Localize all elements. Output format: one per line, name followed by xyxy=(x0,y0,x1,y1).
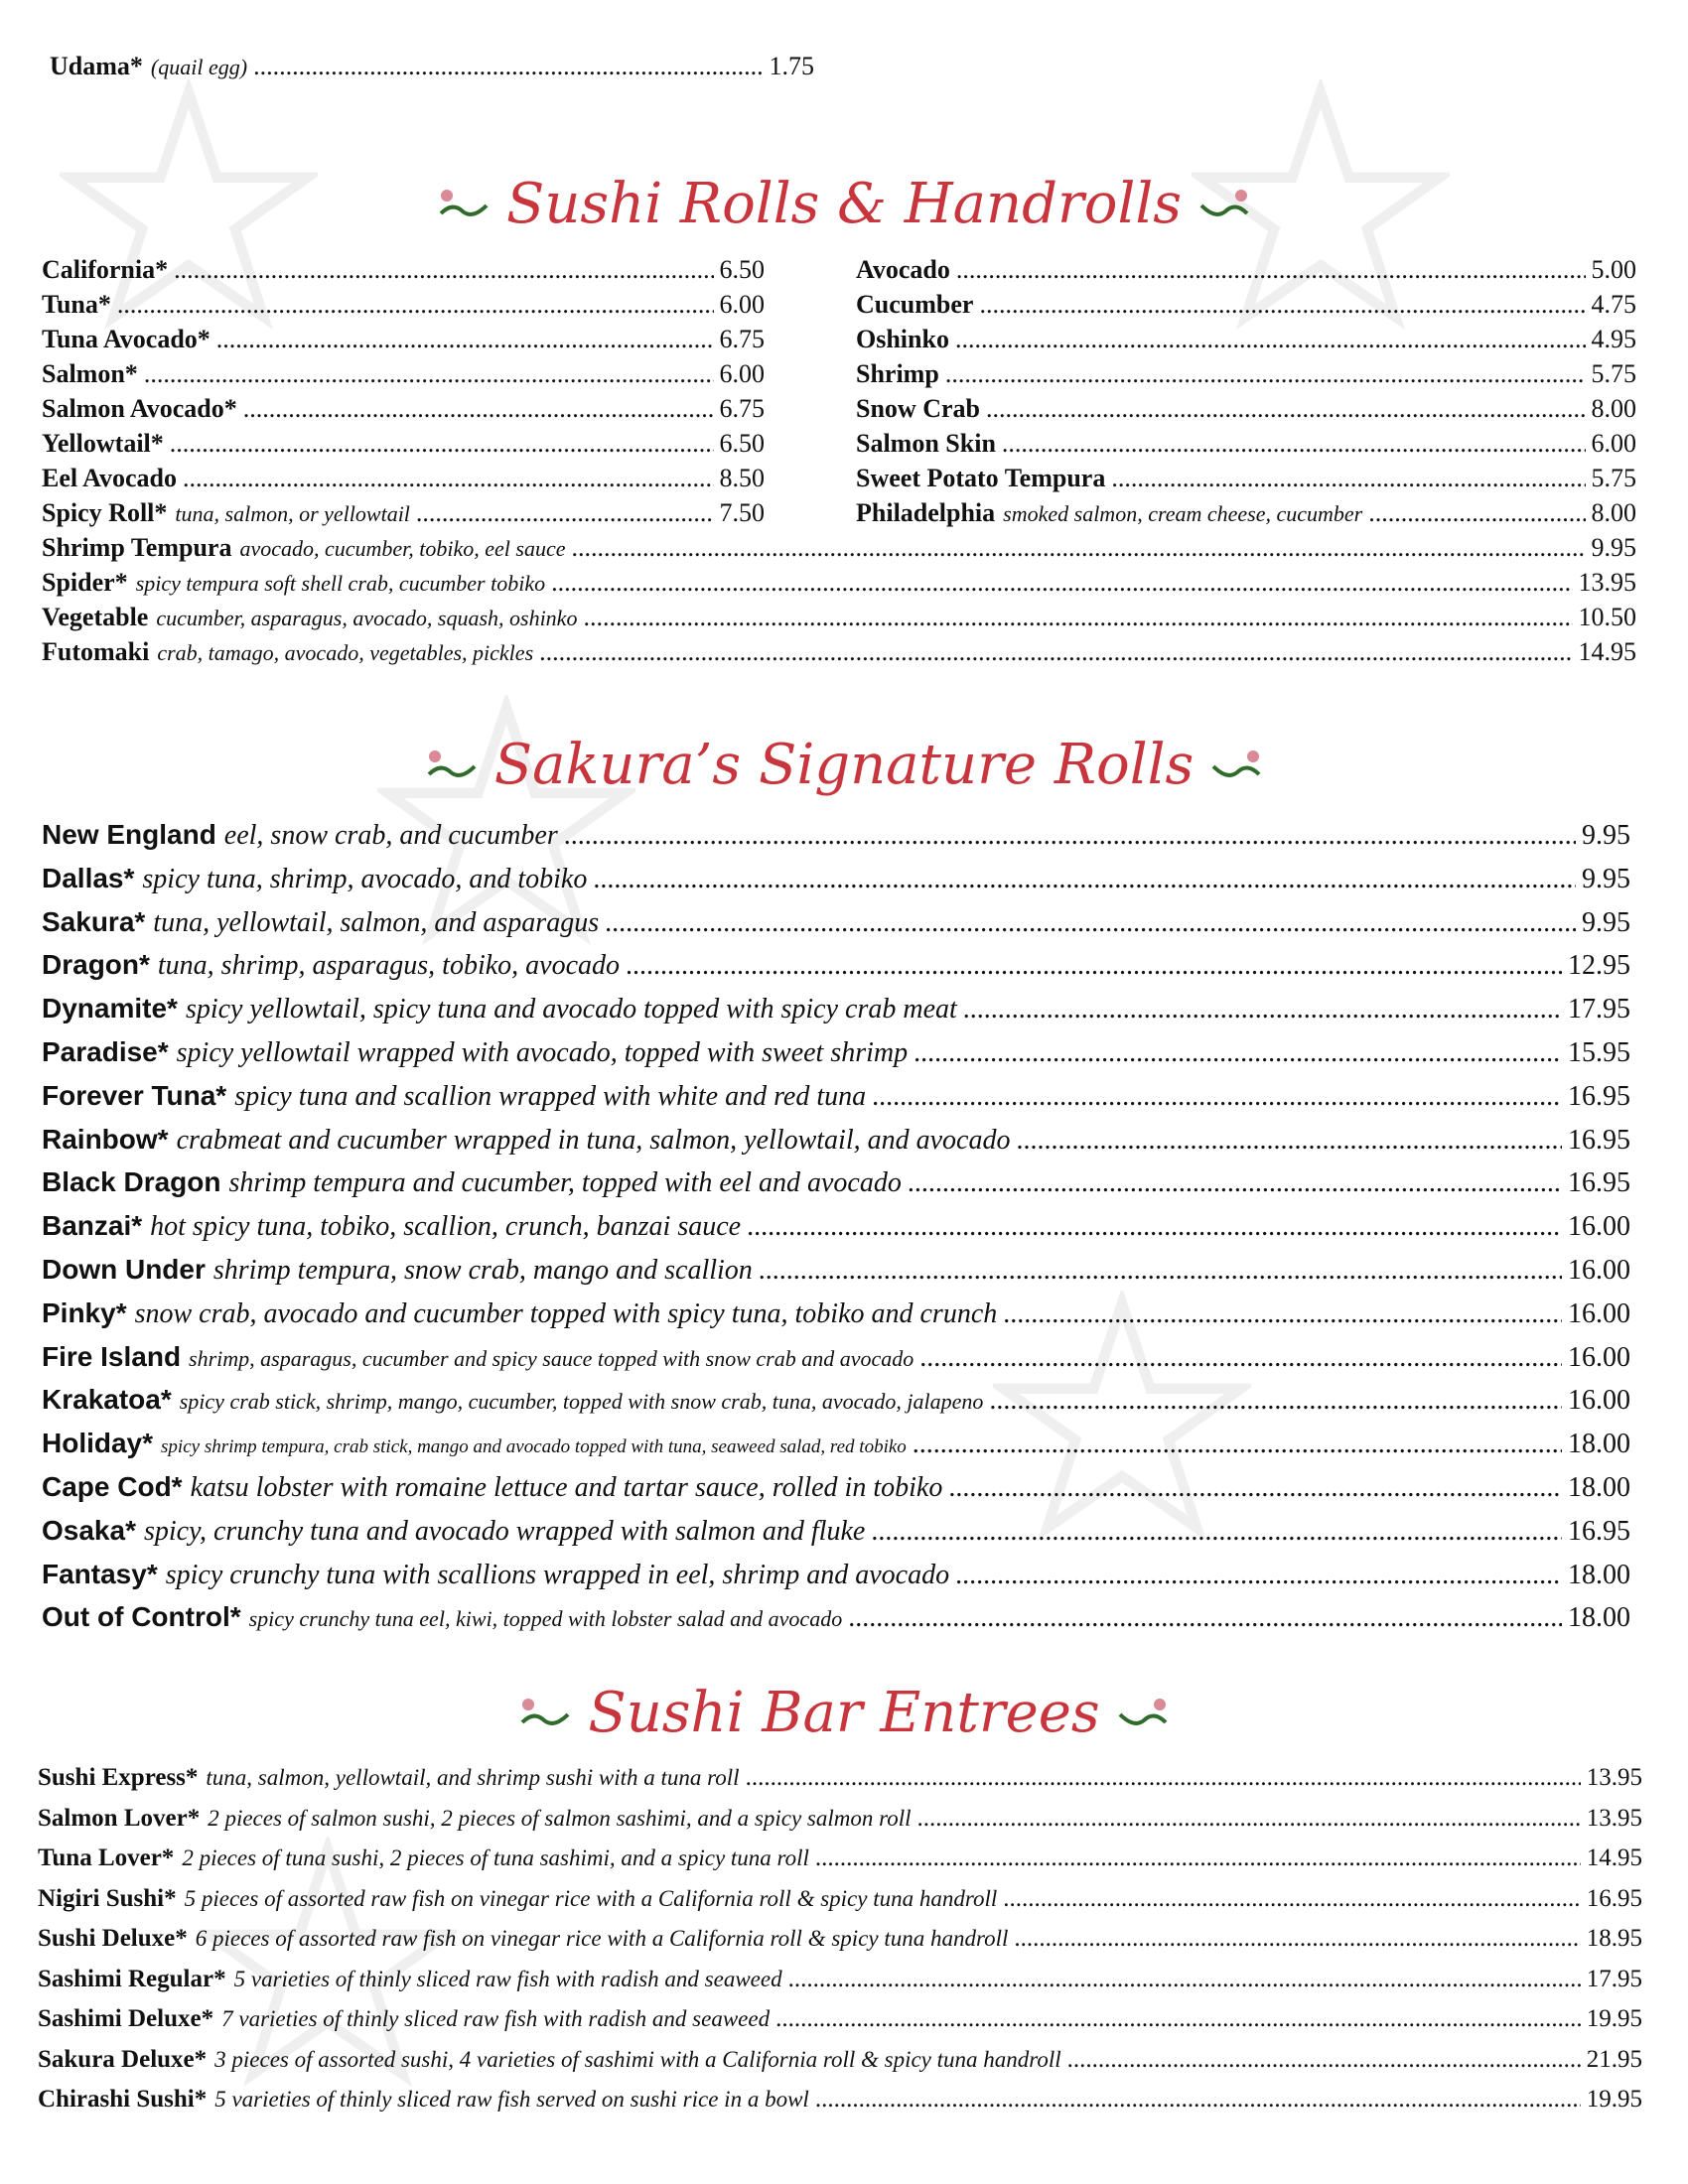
item-name: Snow Crab xyxy=(856,394,980,423)
leader-dots xyxy=(955,325,1586,354)
leader-dots xyxy=(144,359,714,389)
leader-dots xyxy=(626,950,1562,982)
leader-dots xyxy=(815,2086,1581,2114)
item-description: spicy, crunchy tuna and avocado wrapped with salmon and fluke xyxy=(143,1515,866,1547)
item-price: 15.95 xyxy=(1568,1037,1630,1068)
item-price: 19.95 xyxy=(1586,2005,1642,2032)
menu-item xyxy=(42,429,765,459)
item-description: spicy crab stick, shrimp, mango, cucumber, topped with snow crab, tuna, avocado, jalapeno xyxy=(179,1389,984,1415)
item-description: tuna, salmon, yellowtail, and shrimp sushi with a tuna roll xyxy=(206,1765,740,1790)
item-price: 6.00 xyxy=(1591,429,1636,458)
menu-item xyxy=(42,533,1636,563)
item-price: 16.00 xyxy=(1568,1385,1630,1417)
item-description: shrimp tempura and cucumber, topped with eel and avocado xyxy=(228,1167,902,1199)
item-price: 9.95 xyxy=(1591,533,1636,562)
item-price: 16.95 xyxy=(1568,1515,1630,1547)
item-name: Fantasy* xyxy=(42,1558,158,1589)
item-description: eel, snow crab, and cucumber xyxy=(223,820,558,851)
item-description: spicy tuna and scallion wrapped with white and red tuna xyxy=(234,1080,867,1112)
item-description: spicy yellowtail wrapped with avocado, topped with sweet shrimp xyxy=(176,1037,909,1068)
leader-dots xyxy=(871,1516,1562,1548)
item-name: Sakura Deluxe* xyxy=(38,2045,208,2073)
item-price: 6.75 xyxy=(719,394,765,423)
menu-item xyxy=(856,255,1636,285)
menu-item xyxy=(42,1601,1630,1634)
leader-dots xyxy=(908,1167,1562,1199)
menu-item xyxy=(42,359,765,389)
menu-item xyxy=(42,1210,1630,1243)
item-description: tuna, yellowtail, salmon, and asparagus xyxy=(153,906,600,938)
menu-item xyxy=(42,394,765,424)
section-heading-entrees xyxy=(0,1668,1688,1757)
item-description: katsu lobster with romaine lettuce and tartar sauce, rolled in tobiko xyxy=(190,1472,943,1503)
flower-ornament-icon xyxy=(433,184,492,223)
item-description: tuna, shrimp, asparagus, tobiko, avocado xyxy=(157,950,621,982)
item-name: Tuna Avocado* xyxy=(42,325,211,353)
leader-dots xyxy=(253,52,763,81)
menu-item xyxy=(42,819,1630,852)
item-name: Fire Island xyxy=(42,1340,182,1372)
menu-item xyxy=(42,1254,1630,1287)
item-price: 14.95 xyxy=(1578,637,1636,666)
menu-item xyxy=(42,1036,1630,1069)
item-name: Tuna Lover* xyxy=(38,1844,175,1871)
item-price: 5.00 xyxy=(1591,255,1636,284)
item-description: cucumber, asparagus, avocado, squash, oshinko xyxy=(156,606,578,630)
menu-item xyxy=(856,464,1636,493)
item-price: 13.95 xyxy=(1578,568,1636,597)
leader-dots xyxy=(1111,464,1585,493)
menu-item xyxy=(42,603,1636,632)
menu-item xyxy=(42,498,765,528)
leader-dots xyxy=(170,429,714,459)
item-price: 19.95 xyxy=(1586,2086,1642,2113)
item-description: 2 pieces of tuna sushi, 2 pieces of tuna sashimi, and a spicy tuna roll xyxy=(182,1845,809,1870)
item-price: 17.95 xyxy=(1568,994,1630,1025)
item-description: spicy shrimp tempura, crab stick, mango and avocado topped with tuna, seaweed salad, red tobiko xyxy=(161,1436,907,1458)
item-price: 16.00 xyxy=(1568,1297,1630,1329)
item-name: California* xyxy=(42,255,169,284)
item-name: Sushi Express* xyxy=(38,1764,199,1791)
item-price: 16.00 xyxy=(1568,1341,1630,1373)
section-title: Sushi Rolls & Handrolls xyxy=(505,171,1182,236)
item-price: 6.75 xyxy=(719,325,765,353)
item-price: 13.95 xyxy=(1586,1804,1642,1832)
section-title: Sakura’s Signature Rolls xyxy=(493,732,1195,797)
item-price: 5.75 xyxy=(1591,464,1636,492)
item-name: Philadelphia xyxy=(856,498,996,527)
leader-dots xyxy=(1016,1125,1562,1157)
item-description: 6 pieces of assorted raw fish on vinegar rice with a California roll & spicy tuna handroll xyxy=(195,1926,1009,1951)
item-name: Vegetable xyxy=(42,603,149,631)
item-name: Banzai* xyxy=(42,1210,143,1242)
menu-item xyxy=(38,2046,1642,2074)
menu-item xyxy=(38,2086,1642,2114)
item-name: Cape Cod* xyxy=(42,1471,183,1502)
flower-ornament-icon xyxy=(1114,1693,1174,1732)
menu-item xyxy=(42,906,1630,939)
item-name: Tuna* xyxy=(42,290,111,319)
leader-dots xyxy=(1067,2046,1581,2074)
menu-item xyxy=(38,2005,1642,2033)
menu-item xyxy=(42,1428,1630,1460)
item-price: 18.00 xyxy=(1568,1429,1630,1460)
leader-dots xyxy=(963,994,1562,1025)
item-name: Avocado xyxy=(856,255,950,284)
item-name: Salmon Avocado* xyxy=(42,394,237,423)
item-price: 7.50 xyxy=(719,498,765,527)
item-price: 12.95 xyxy=(1568,950,1630,982)
leader-dots xyxy=(945,359,1586,389)
item-price: 4.95 xyxy=(1591,325,1636,353)
item-price: 16.95 xyxy=(1568,1080,1630,1112)
leader-dots xyxy=(1003,1885,1581,1913)
item-description: spicy tuna, shrimp, avocado, and tobiko xyxy=(142,863,588,894)
item-description: spicy yellowtail, spicy tuna and avocado topped with spicy crab meat xyxy=(185,994,957,1025)
leader-dots xyxy=(564,820,1576,852)
item-price: 9.95 xyxy=(1582,820,1630,851)
item-price: 18.00 xyxy=(1568,1559,1630,1590)
item-price: 21.95 xyxy=(1586,2045,1642,2073)
menu-item xyxy=(42,1297,1630,1330)
menu-item xyxy=(38,1966,1642,1993)
item-price: 8.50 xyxy=(719,464,765,492)
leader-dots xyxy=(1003,1298,1562,1330)
menu-item xyxy=(856,498,1636,528)
item-name: Krakatoa* xyxy=(42,1384,172,1416)
menu-item xyxy=(856,359,1636,389)
leader-dots xyxy=(955,1560,1562,1591)
leader-dots xyxy=(759,1255,1562,1287)
item-name: Down Under xyxy=(42,1254,206,1285)
item-price: 16.00 xyxy=(1568,1255,1630,1286)
menu-item-udama xyxy=(50,52,814,81)
item-name: Out of Control* xyxy=(42,1601,241,1633)
item-price: 16.95 xyxy=(1586,1884,1642,1912)
menu-item xyxy=(42,1080,1630,1113)
item-name: Sweet Potato Tempura xyxy=(856,464,1106,492)
leader-dots xyxy=(775,2005,1581,2033)
item-name: Sakura* xyxy=(42,905,146,937)
leader-dots xyxy=(572,533,1586,563)
item-name: Sushi Deluxe* xyxy=(38,1925,188,1952)
leader-dots xyxy=(979,290,1585,320)
leader-dots xyxy=(848,1602,1562,1634)
item-desc: (quail egg) xyxy=(150,55,248,79)
leader-dots xyxy=(872,1081,1562,1113)
leader-dots xyxy=(815,1844,1581,1872)
menu-item xyxy=(38,1925,1642,1953)
leader-dots xyxy=(605,907,1576,939)
menu-item xyxy=(42,993,1630,1025)
menu-item xyxy=(38,1885,1642,1913)
leader-dots xyxy=(913,1429,1562,1460)
leader-dots xyxy=(919,1342,1562,1374)
menu-item xyxy=(38,1764,1642,1792)
menu-item xyxy=(38,1844,1642,1872)
leader-dots xyxy=(747,1211,1562,1243)
item-price: 9.95 xyxy=(1582,863,1630,894)
item-price: 18.00 xyxy=(1568,1602,1630,1634)
leader-dots xyxy=(1002,429,1586,459)
item-price: 4.75 xyxy=(1591,290,1636,319)
menu-item xyxy=(42,290,765,320)
item-description: snow crab, avocado and cucumber topped with spicy tuna, tobiko and crunch xyxy=(134,1297,998,1329)
menu-item xyxy=(42,1124,1630,1157)
menu-item xyxy=(42,568,1636,598)
menu-item xyxy=(42,325,765,354)
item-description: smoked salmon, cream cheese, cucumber xyxy=(1003,501,1363,526)
item-name: Spicy Roll* xyxy=(42,498,168,527)
flower-ornament-icon xyxy=(1196,184,1255,223)
menu-item xyxy=(42,464,765,493)
leader-dots xyxy=(917,1805,1581,1833)
item-name: Udama* xyxy=(50,52,143,80)
item-name: Salmon Skin xyxy=(856,429,996,458)
item-description: spicy tempura soft shell crab, cucumber tobiko xyxy=(135,571,546,596)
leader-dots xyxy=(216,325,714,354)
item-price: 18.95 xyxy=(1586,1925,1642,1952)
leader-dots xyxy=(948,1472,1562,1504)
leader-dots xyxy=(956,255,1586,285)
item-price: 16.00 xyxy=(1568,1211,1630,1243)
item-description: shrimp tempura, snow crab, mango and scallion xyxy=(212,1255,753,1286)
item-price: 16.95 xyxy=(1568,1167,1630,1199)
leader-dots xyxy=(539,637,1572,667)
leader-dots xyxy=(788,1966,1581,1993)
menu-item xyxy=(856,290,1636,320)
leader-dots xyxy=(989,1385,1562,1417)
leader-dots xyxy=(551,568,1572,598)
item-price: 16.95 xyxy=(1568,1124,1630,1156)
item-name: New England xyxy=(42,819,216,850)
item-price: 6.00 xyxy=(719,359,765,388)
item-name: Sashimi Deluxe* xyxy=(38,2005,214,2032)
item-description: 5 varieties of thinly sliced raw fish with radish and seaweed xyxy=(233,1966,782,1991)
flower-ornament-icon xyxy=(421,745,481,784)
menu-item xyxy=(42,949,1630,982)
item-price: 17.95 xyxy=(1586,1965,1642,1992)
item-name: Chirashi Sushi* xyxy=(38,2086,208,2113)
item-description: crab, tamago, avocado, vegetables, pickles xyxy=(157,640,534,665)
item-name: Holiday* xyxy=(42,1428,154,1459)
menu-item xyxy=(856,325,1636,354)
item-price: 8.00 xyxy=(1591,394,1636,423)
leader-dots xyxy=(986,394,1586,424)
menu-item xyxy=(42,863,1630,895)
item-price: 6.00 xyxy=(719,290,765,319)
item-description: 2 pieces of salmon sushi, 2 pieces of salmon sashimi, and a spicy salmon roll xyxy=(208,1805,912,1831)
item-description: tuna, salmon, or yellowtail xyxy=(175,501,410,526)
item-name: Dragon* xyxy=(42,949,150,981)
menu-item xyxy=(42,1341,1630,1374)
item-name: Nigiri Sushi* xyxy=(38,1884,177,1912)
item-description: 3 pieces of assorted sushi, 4 varieties of sashimi with a California roll & spicy tuna handroll xyxy=(214,2046,1061,2072)
menu-item xyxy=(42,1515,1630,1548)
item-name: Sashimi Regular* xyxy=(38,1965,226,1992)
item-name: Salmon Lover* xyxy=(38,1804,201,1832)
item-name: Paradise* xyxy=(42,1036,169,1067)
item-name: Black Dragon xyxy=(42,1166,221,1198)
item-description: spicy crunchy tuna eel, kiwi, topped with lobster salad and avocado xyxy=(248,1606,843,1632)
menu-item xyxy=(42,1471,1630,1504)
item-description: 7 varieties of thinly sliced raw fish with radish and seaweed xyxy=(221,2006,771,2031)
item-price: 9.95 xyxy=(1582,906,1630,938)
item-price: 14.95 xyxy=(1586,1844,1642,1871)
menu-item xyxy=(856,394,1636,424)
leader-dots xyxy=(117,290,714,320)
item-name: Osaka* xyxy=(42,1514,136,1546)
item-description: hot spicy tuna, tobiko, scallion, crunch, banzai sauce xyxy=(150,1211,742,1243)
item-name: Dynamite* xyxy=(42,993,178,1024)
item-description: 5 varieties of thinly sliced raw fish served on sushi rice in a bowl xyxy=(214,2087,809,2112)
item-name: Yellowtail* xyxy=(42,429,164,458)
leader-dots xyxy=(593,864,1576,895)
menu-item xyxy=(42,1384,1630,1417)
item-price: 6.50 xyxy=(719,429,765,458)
section-heading-signature xyxy=(0,720,1688,809)
item-name: Pinky* xyxy=(42,1297,127,1328)
item-name: Futomaki xyxy=(42,637,150,666)
item-name: Spider* xyxy=(42,568,128,597)
item-name: Eel Avocado xyxy=(42,464,178,492)
flower-ornament-icon xyxy=(1207,745,1267,784)
section-title: Sushi Bar Entrees xyxy=(588,1680,1100,1745)
item-description: avocado, cucumber, tobiko, eel sauce xyxy=(239,536,566,561)
item-name: Shrimp xyxy=(856,359,939,388)
leader-dots xyxy=(174,255,713,285)
item-price: 1.75 xyxy=(769,52,814,80)
item-name: Rainbow* xyxy=(42,1123,169,1155)
item-name: Salmon* xyxy=(42,359,138,388)
item-name: Cucumber xyxy=(856,290,974,319)
leader-dots xyxy=(1368,498,1585,528)
item-price: 8.00 xyxy=(1591,498,1636,527)
flower-ornament-icon xyxy=(514,1693,574,1732)
section-heading-rolls xyxy=(0,159,1688,248)
leader-dots xyxy=(183,464,713,493)
item-price: 6.50 xyxy=(719,255,765,284)
leader-dots xyxy=(416,498,714,528)
menu-item xyxy=(856,429,1636,459)
leader-dots xyxy=(746,1764,1581,1792)
leader-dots xyxy=(243,394,714,424)
item-description: crabmeat and cucumber wrapped in tuna, salmon, yellowtail, and avocado xyxy=(176,1124,1011,1156)
item-name: Forever Tuna* xyxy=(42,1079,227,1111)
leader-dots xyxy=(583,603,1572,632)
menu-item xyxy=(42,255,765,285)
item-description: spicy crunchy tuna with scallions wrapped in eel, shrimp and avocado xyxy=(165,1559,950,1590)
item-price: 13.95 xyxy=(1586,1764,1642,1791)
menu-item xyxy=(42,637,1636,667)
leader-dots xyxy=(914,1037,1562,1069)
item-price: 18.00 xyxy=(1568,1472,1630,1503)
leader-dots xyxy=(1014,1925,1580,1953)
item-name: Shrimp Tempura xyxy=(42,533,232,562)
menu-item xyxy=(42,1559,1630,1591)
item-name: Dallas* xyxy=(42,862,135,893)
item-description: shrimp, asparagus, cucumber and spicy sauce topped with snow crab and avocado xyxy=(189,1345,914,1371)
item-price: 5.75 xyxy=(1591,359,1636,388)
item-description: 5 pieces of assorted raw fish on vinegar rice with a California roll & spicy tuna handroll xyxy=(184,1885,998,1911)
item-name: Oshinko xyxy=(856,325,949,353)
menu-item xyxy=(42,1166,1630,1199)
item-price: 10.50 xyxy=(1578,603,1636,631)
menu-item xyxy=(38,1805,1642,1833)
